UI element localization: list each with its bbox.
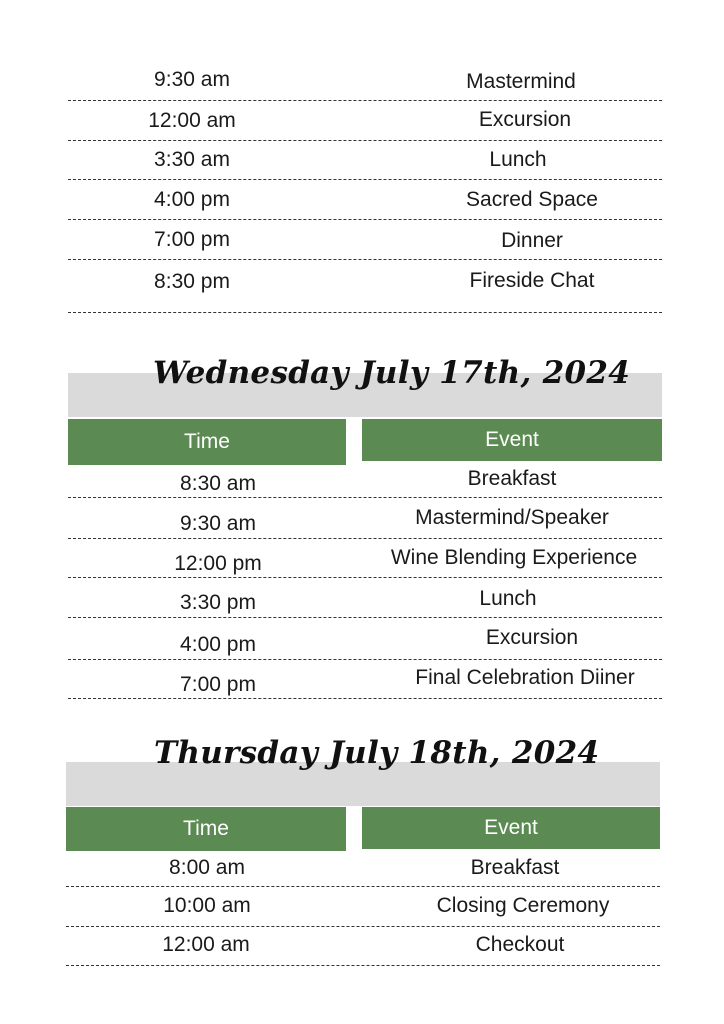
- row-divider: [68, 140, 662, 141]
- row-event: Sacred Space: [466, 188, 598, 211]
- row-time: 3:30 am: [154, 148, 230, 171]
- row-time: 12:00 pm: [174, 552, 262, 575]
- time-column-header: [68, 419, 346, 465]
- row-event: Fireside Chat: [469, 269, 595, 292]
- row-event: Breakfast: [467, 467, 557, 490]
- event-column-header: [362, 419, 662, 461]
- row-divider: [68, 577, 662, 578]
- row-divider: [66, 926, 660, 927]
- row-event: Breakfast: [470, 856, 560, 879]
- row-divider: [66, 965, 660, 966]
- row-divider: [68, 698, 662, 699]
- row-divider: [66, 886, 660, 887]
- row-event: Excursion: [485, 626, 579, 649]
- row-divider: [68, 100, 662, 101]
- row-time: 4:00 pm: [180, 633, 256, 656]
- row-event: Closing Ceremony: [436, 894, 610, 917]
- row-divider: [68, 617, 662, 618]
- row-divider: [68, 538, 662, 539]
- row-divider: [68, 312, 662, 313]
- row-time: 10:00 am: [163, 894, 251, 917]
- row-time: 12:00 am: [162, 933, 250, 956]
- row-time: 12:00 am: [148, 109, 236, 132]
- row-divider: [68, 659, 662, 660]
- row-time: 8:30 am: [180, 472, 256, 495]
- row-divider: [68, 259, 662, 260]
- row-event: Final Celebration Diiner: [415, 666, 635, 689]
- row-event: Mastermind: [466, 70, 576, 93]
- row-time: 4:00 pm: [154, 188, 230, 211]
- event-header-label: Event: [484, 816, 538, 839]
- row-time: 9:30 am: [180, 512, 256, 535]
- row-event: Wine Blending Experience: [390, 546, 638, 569]
- row-event: Checkout: [475, 933, 565, 956]
- event-header-label: Event: [485, 428, 539, 451]
- row-divider: [68, 497, 662, 498]
- row-time: 7:00 pm: [180, 673, 256, 696]
- row-time: 9:30 am: [154, 68, 230, 91]
- event-column-header: [362, 807, 660, 849]
- day-title: Wednesday July 17th, 2024: [153, 355, 631, 391]
- time-header-label: Time: [183, 817, 229, 840]
- row-event: Dinner: [501, 229, 563, 252]
- row-event: Lunch: [479, 587, 537, 610]
- row-time: 8:00 am: [169, 856, 245, 879]
- row-divider: [68, 179, 662, 180]
- time-header-label: Time: [184, 430, 230, 453]
- row-event: Excursion: [478, 108, 572, 131]
- row-time: 3:30 pm: [180, 591, 256, 614]
- row-divider: [68, 219, 662, 220]
- row-event: Lunch: [489, 148, 547, 171]
- row-time: 8:30 pm: [154, 270, 230, 293]
- row-event: Mastermind/Speaker: [415, 506, 609, 529]
- time-column-header: [66, 807, 346, 851]
- day-title: Thursday July 18th, 2024: [154, 735, 600, 771]
- row-time: 7:00 pm: [154, 228, 230, 251]
